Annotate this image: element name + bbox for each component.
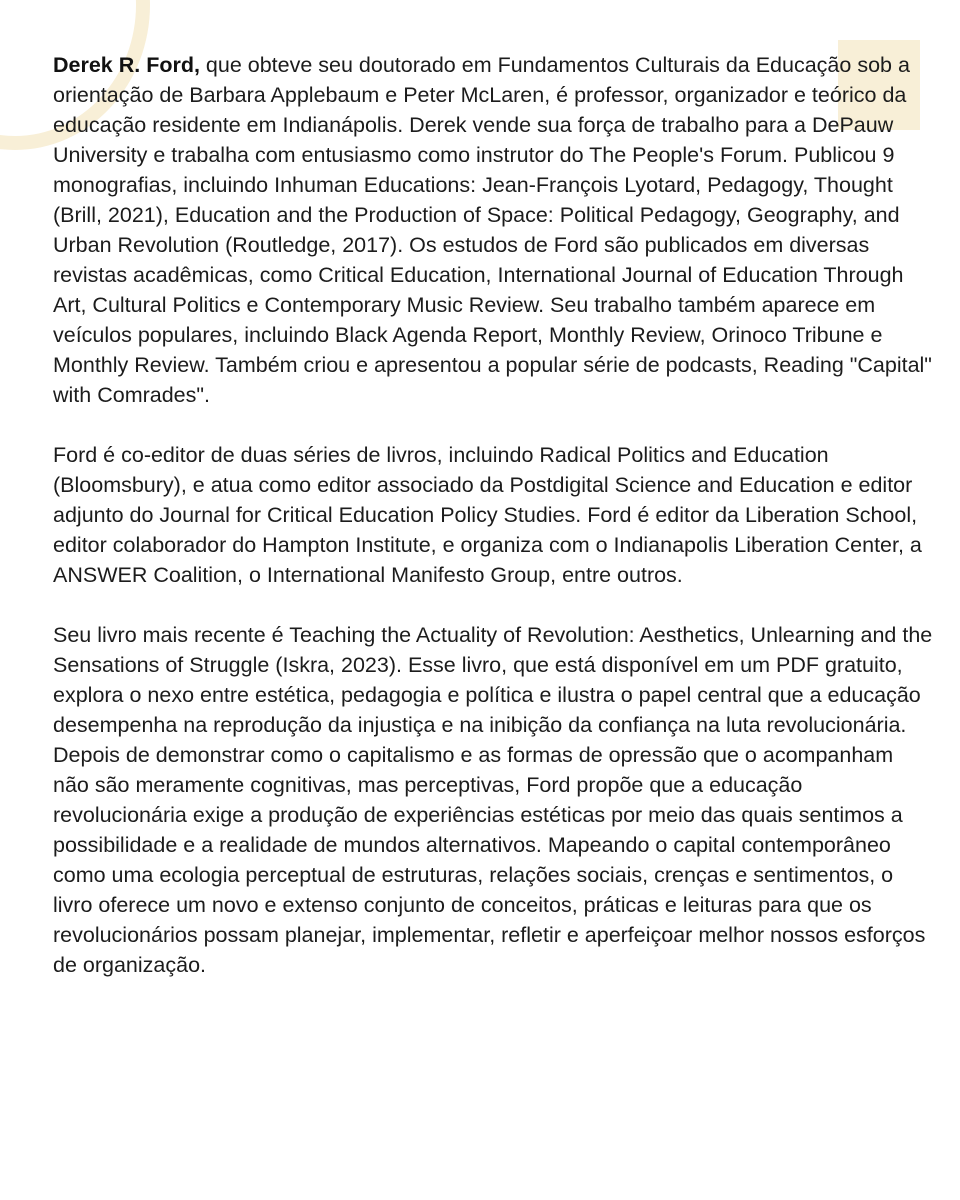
author-name: Derek R. Ford,	[53, 53, 200, 77]
bio-paragraph-3: Seu livro mais recente é Teaching the Actuality of Revolution: Aesthetics, Unlearning and the Sensations of Struggle (Iskra, 2023). Esse livro, que está disponível em um PDF gratuito, explora o nexo entre estética, pedagogia e política e ilustra o papel central que a educação desempenha na reprodução da injustiça e na inibição da confiança na luta revolucionária. Depois de demonstrar como o capitalismo e as formas de opressão que o acompanham não são meramente cognitivas, mas perceptivas, Ford propõe que a educação revolucionária exige a produção de experiências estéticas por meio das quais sentimos a possibilidade e a realidade de mundos alternativos. Mapeando o capital contemporâneo como uma ecologia perceptual de estruturas, relações sociais, crenças e sentimentos, o livro oferece um novo e extenso conjunto de conceitos, práticas e leituras para que os revolucionários possam planejar, implementar, refletir e aperfeiçoar melhor nossos esforços de organização.	[53, 623, 933, 977]
bio-text-block	[53, 50, 933, 1010]
bio-paragraph-2: Ford é co-editor de duas séries de livros, incluindo Radical Politics and Education (Bloomsbury), e atua como editor associado da Postdigital Science and Education e editor adjunto do Journal for Critical Education Policy Studies. Ford é editor da Liberation School, editor colaborador do Hampton Institute, e organiza com o Indianapolis Liberation Center, a ANSWER Coalition, o International Manifesto Group, entre outros.	[53, 443, 922, 587]
bio-paragraph-1-text: que obteve seu doutorado em Fundamentos Culturais da Educação sob a orientação de Barbara Applebaum e Peter McLaren, é professor, organizador e teórico da educação residente em Indianápolis. Derek vende sua força de trabalho para a DePauw University e trabalha com entusiasmo como instrutor do The People's Forum. Publicou 9 monografias, incluindo Inhuman Educations: Jean-François Lyotard, Pedagogy, Thought (Brill, 2021), Education and the Production of Space: Political Pedagogy, Geography, and Urban Revolution (Routledge, 2017). Os estudos de Ford são publicados em diversas revistas acadêmicas, como Critical Education, International Journal of Education Through Art, Cultural Politics e Contemporary Music Review. Seu trabalho também aparece em veículos populares, incluindo Black Agenda Report, Monthly Review, Orinoco Tribune e Monthly Review. Também criou e apresentou a popular série de podcasts, Reading "Capital" with Comrades".	[53, 53, 932, 407]
bio-paragraph-1	[53, 50, 933, 410]
